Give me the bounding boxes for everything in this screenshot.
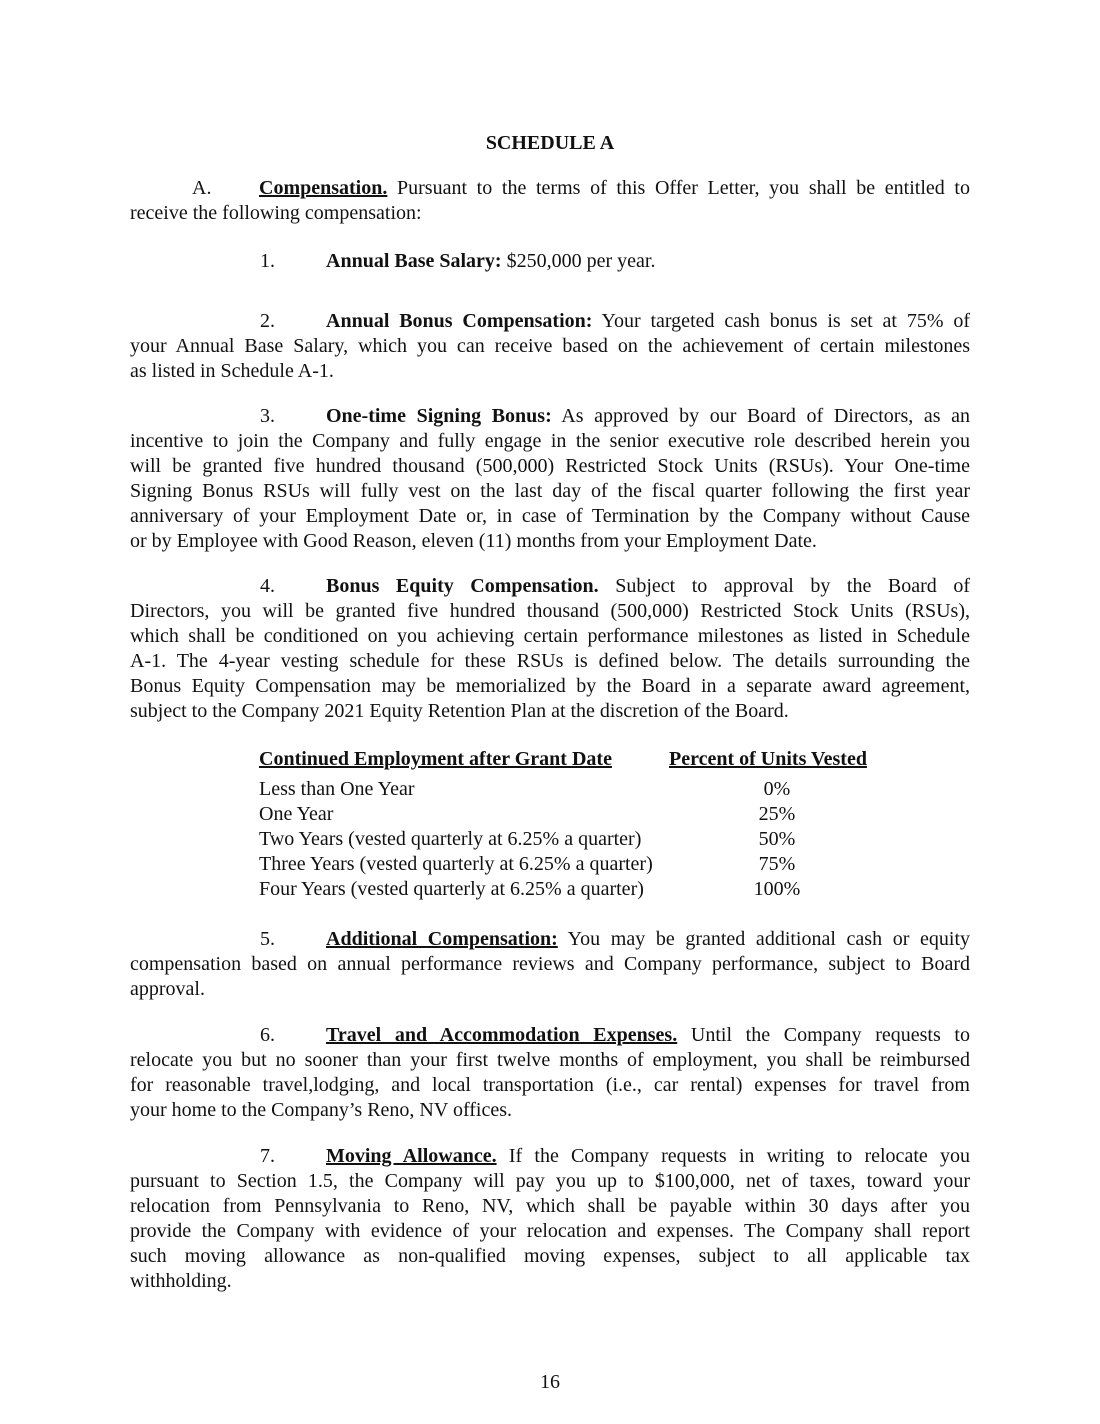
page-number: 16 bbox=[540, 1371, 560, 1393]
vesting-period: Two Years (vested quarterly at 6.25% a quarter) bbox=[259, 828, 642, 850]
item-3-text: As approved by our Board of Directors, as an bbox=[551, 405, 971, 427]
vesting-percent: 75% bbox=[758, 853, 796, 875]
item-3-heading: One-time Signing Bonus: bbox=[326, 405, 552, 427]
item-3-paragraph bbox=[130, 404, 970, 554]
item-2-number: 2. bbox=[260, 310, 275, 332]
item-5-text: You may be granted additional cash or equity bbox=[557, 928, 971, 950]
vesting-percent: 0% bbox=[763, 778, 791, 800]
section-a-line-1 bbox=[130, 176, 970, 201]
item-1-heading: Annual Base Salary: bbox=[326, 250, 502, 272]
section-a-text: Pursuant to the terms of this Offer Letter, you shall be entitled to bbox=[387, 177, 970, 199]
item-3-line-4: Signing Bonus RSUs will fully vest on the last day of the fiscal quarter following the first year bbox=[130, 480, 970, 502]
item-5-line-1 bbox=[130, 927, 970, 952]
vesting-header-employment: Continued Employment after Grant Date bbox=[259, 748, 612, 770]
section-a-paragraph bbox=[130, 176, 970, 226]
item-5-heading: Additional Compensation: bbox=[326, 928, 558, 950]
item-3-line-2: incentive to join the Company and fully engage in the senior executive role described herein you bbox=[130, 430, 970, 452]
vesting-period: Three Years (vested quarterly at 6.25% a quarter) bbox=[259, 853, 653, 875]
item-2-heading: Annual Bonus Compensation: bbox=[326, 310, 593, 332]
item-3-line-3: will be granted five hundred thousand (500,000) Restricted Stock Units (RSUs). Your One-time bbox=[130, 455, 970, 477]
item-7-number: 7. bbox=[260, 1145, 275, 1167]
item-7-text: If the Company requests in writing to relocate you bbox=[496, 1145, 970, 1167]
item-4-line-4: A-1. The 4-year vesting schedule for these RSUs is defined below. The details surrounding the bbox=[130, 650, 970, 672]
item-7-line-3: relocation from Pennsylvania to Reno, NV, which shall be payable within 30 days after you bbox=[130, 1195, 970, 1217]
item-7-line-1 bbox=[130, 1144, 970, 1169]
item-4-paragraph bbox=[130, 574, 970, 724]
item-1-line-1 bbox=[130, 249, 970, 274]
item-2-line-2: your Annual Base Salary, which you can receive based on the achievement of certain milestones bbox=[130, 335, 970, 357]
section-a-heading: Compensation. bbox=[259, 177, 388, 199]
item-4-heading: Bonus Equity Compensation. bbox=[326, 575, 599, 597]
item-3-line-1 bbox=[130, 404, 970, 429]
item-5-paragraph bbox=[130, 927, 970, 1002]
item-4-text: Subject to approval by the Board of bbox=[598, 575, 970, 597]
item-6-line-2: relocate you but no sooner than your first twelve months of employment, you shall be reimbursed bbox=[130, 1049, 970, 1071]
item-4-line-6: subject to the Company 2021 Equity Retention Plan at the discretion of the Board. bbox=[130, 700, 789, 722]
item-1-number: 1. bbox=[260, 250, 275, 272]
item-6-line-4: your home to the Company’s Reno, NV offices. bbox=[130, 1099, 512, 1121]
item-5-line-2: compensation based on annual performance reviews and Company performance, subject to Board bbox=[130, 953, 970, 975]
item-1-paragraph bbox=[130, 249, 970, 274]
item-5-line-3: approval. bbox=[130, 978, 205, 1000]
item-7-line-4: provide the Company with evidence of your relocation and expenses. The Company shall report bbox=[130, 1220, 970, 1242]
item-6-paragraph bbox=[130, 1023, 970, 1123]
item-4-number: 4. bbox=[260, 575, 275, 597]
page-title: SCHEDULE A bbox=[485, 132, 615, 154]
vesting-period: Four Years (vested quarterly at 6.25% a quarter) bbox=[259, 878, 644, 900]
item-3-number: 3. bbox=[260, 405, 275, 427]
item-4-line-2: Directors, you will be granted five hundred thousand (500,000) Restricted Stock Units (RSUs), bbox=[130, 600, 970, 622]
section-a-line-2: receive the following compensation: bbox=[130, 202, 422, 224]
item-2-text: Your targeted cash bonus is set at 75% of bbox=[592, 310, 970, 332]
vesting-period: Less than One Year bbox=[259, 778, 415, 800]
item-6-number: 6. bbox=[260, 1024, 275, 1046]
item-2-line-1 bbox=[130, 309, 970, 334]
item-3-line-5: anniversary of your Employment Date or, in case of Termination by the Company without Cause bbox=[130, 505, 970, 527]
item-7-line-5: such moving allowance as non-qualified moving expenses, subject to all applicable tax bbox=[130, 1245, 970, 1267]
item-6-line-3: for reasonable travel,lodging, and local transportation (i.e., car rental) expenses for travel from bbox=[130, 1074, 970, 1096]
item-7-heading: Moving Allowance. bbox=[326, 1145, 497, 1167]
item-6-line-1 bbox=[130, 1023, 970, 1048]
item-3-line-6: or by Employee with Good Reason, eleven (11) months from your Employment Date. bbox=[130, 530, 817, 552]
vesting-period: One Year bbox=[259, 803, 334, 825]
vesting-percent: 50% bbox=[758, 828, 796, 850]
section-a-letter: A. bbox=[192, 177, 212, 199]
item-7-line-6: withholding. bbox=[130, 1270, 232, 1292]
vesting-percent: 25% bbox=[758, 803, 796, 825]
vesting-percent: 100% bbox=[753, 878, 801, 900]
item-2-line-3: as listed in Schedule A-1. bbox=[130, 360, 334, 382]
item-2-paragraph bbox=[130, 309, 970, 384]
item-7-line-2: pursuant to Section 1.5, the Company will pay you up to $100,000, net of taxes, toward your bbox=[130, 1170, 970, 1192]
item-4-line-3: which shall be conditioned on you achieving certain performance milestones as listed in Schedule bbox=[130, 625, 970, 647]
item-1-text: $250,000 per year. bbox=[501, 250, 656, 272]
item-5-number: 5. bbox=[260, 928, 275, 950]
item-6-text: Until the Company requests to bbox=[677, 1024, 970, 1046]
item-4-line-5: Bonus Equity Compensation may be memorialized by the Board in a separate award agreement, bbox=[130, 675, 970, 697]
item-6-heading: Travel and Accommodation Expenses. bbox=[326, 1024, 678, 1046]
item-7-paragraph bbox=[130, 1144, 970, 1294]
item-4-line-1 bbox=[130, 574, 970, 599]
vesting-header-percent: Percent of Units Vested bbox=[669, 748, 867, 770]
